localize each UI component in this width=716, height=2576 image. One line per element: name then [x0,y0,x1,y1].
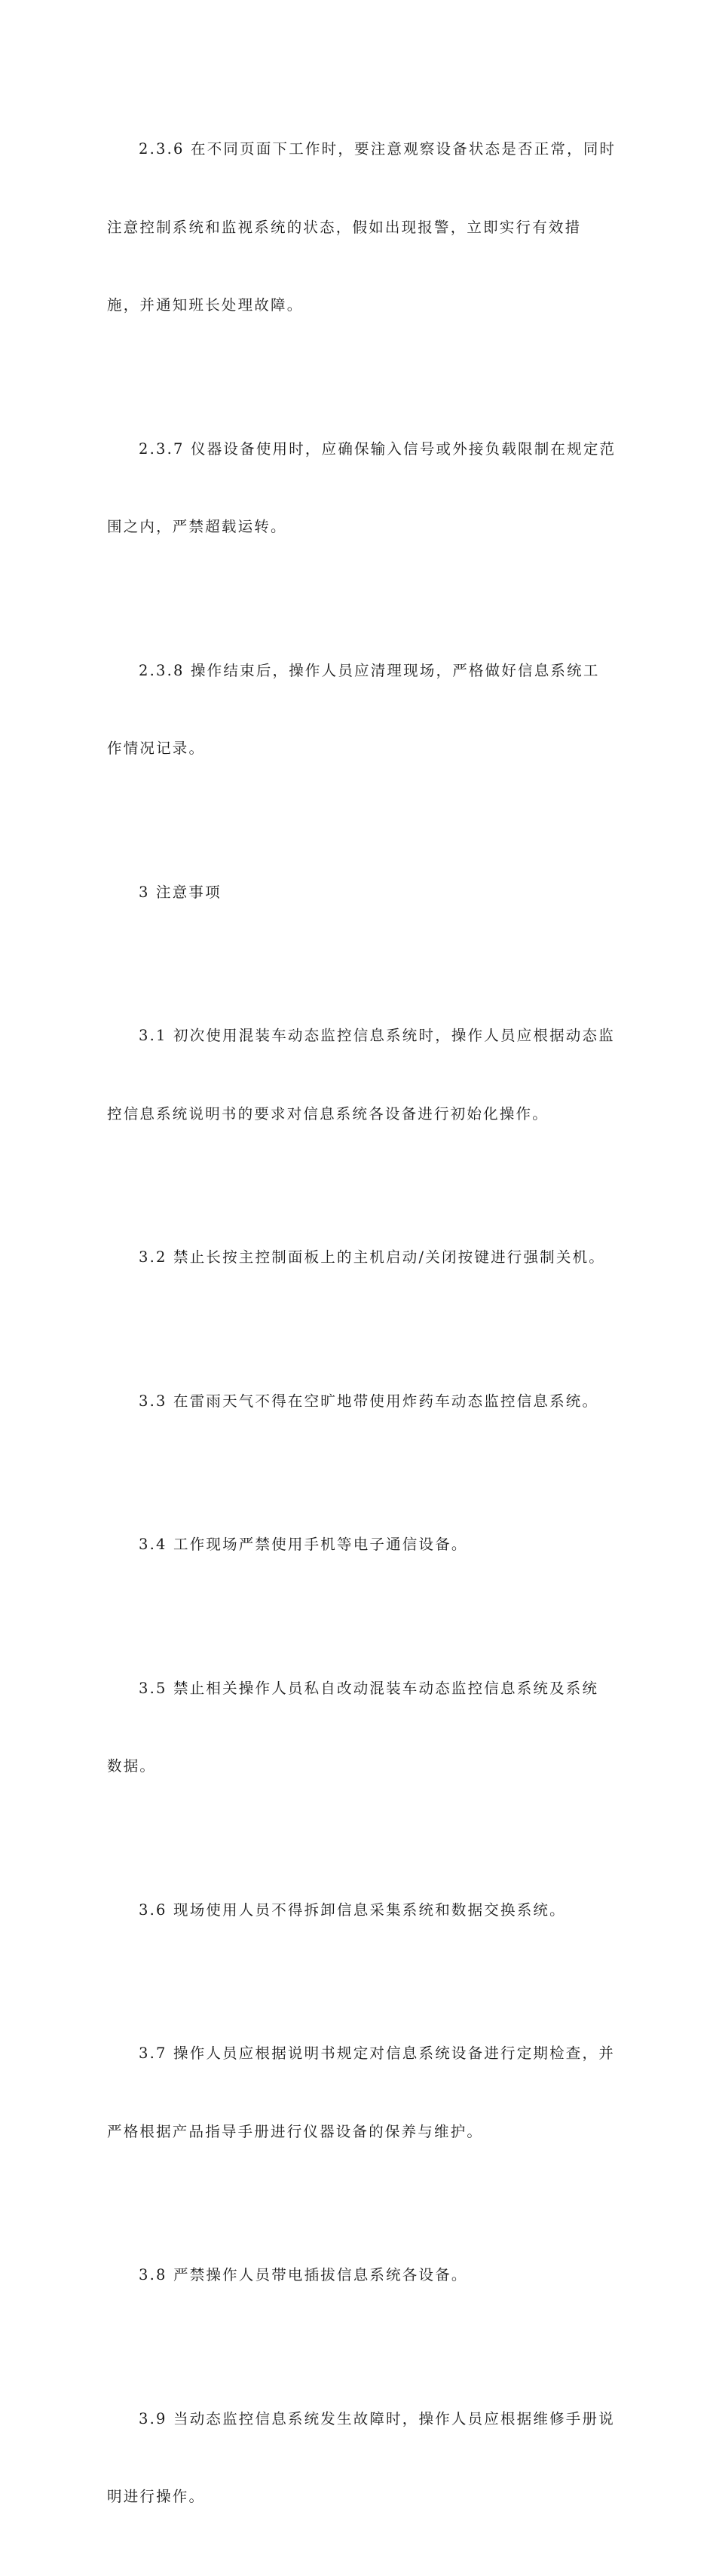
paragraph-3-9 [107,2354,615,2562]
paragraph-line: 明进行操作。 [107,2488,206,2505]
paragraph-3-5 [107,1624,612,1832]
section-heading-3 [107,828,612,958]
paragraph-line: 3.4 工作现场严禁使用手机等电子通信设备。 [139,1536,468,1553]
section-heading-text: 3 注意事项 [139,883,222,901]
paragraph-line: 2.3.7 仪器设备使用时，应确保输入信号或外接负载限制在规定范 [139,440,617,458]
paragraph-3-8 [107,2210,612,2341]
paragraph-3-4 [107,1480,612,1610]
paragraph-3-2 [107,1193,612,1323]
paragraph-line: 3.6 现场使用人员不得拆卸信息采集系统和数据交换系统。 [139,1901,566,1919]
paragraph-line: 3.7 操作人员应根据说明书规定对信息系统设备进行定期检查，并 [139,2045,615,2062]
paragraph-line: 3.1 初次使用混装车动态监控信息系统时，操作人员应根据动态监 [139,1027,615,1044]
paragraph-line: 2.3.6 在不同页面下工作时，要注意观察设备状态是否正常，同时 [139,140,617,158]
paragraph-line: 数据。 [107,1757,157,1775]
paragraph-3-3 [107,1337,612,1467]
paragraph-line: 2.3.8 操作结束后，操作人员应清理现场，严格做好信息系统工 [139,661,600,679]
paragraph-3-6 [107,1845,612,1976]
paragraph-line: 3.3 在雷雨天气不得在空旷地带使用炸药车动态监控信息系统。 [139,1392,599,1410]
paragraph-2-3-6 [107,84,617,371]
paragraph-line: 3.8 严禁操作人员带电插拔信息系统各设备。 [139,2266,468,2283]
paragraph-line: 作情况记录。 [107,740,206,757]
paragraph-3-7 [107,1989,615,2197]
paragraph-2-3-8 [107,606,612,814]
paragraph-line: 围之内，严禁超载运转。 [107,518,287,535]
paragraph-line: 3.5 禁止相关操作人员私自改动混装车动态监控信息系统及系统 [139,1679,599,1697]
paragraph-line: 3.2 禁止长按主控制面板上的主机启动/关闭按键进行强制关机。 [139,1248,605,1266]
paragraph-3-1 [107,971,615,1179]
paragraph-line: 注意控制系统和监视系统的状态，假如出现报警，立即实行有效措 [107,218,582,236]
paragraph-line: 施，并通知班长处理故障。 [107,296,304,314]
paragraph-2-3-7 [107,384,617,593]
paragraph-line: 控信息系统说明书的要求对信息系统各设备进行初始化操作。 [107,1104,549,1123]
paragraph-line: 严格根据产品指导手册进行仪器设备的保养与维护。 [107,2122,484,2140]
paragraph-line: 3.9 当动态监控信息系统发生故障时，操作人员应根据维修手册说 [139,2409,615,2427]
document-body [107,84,617,2576]
